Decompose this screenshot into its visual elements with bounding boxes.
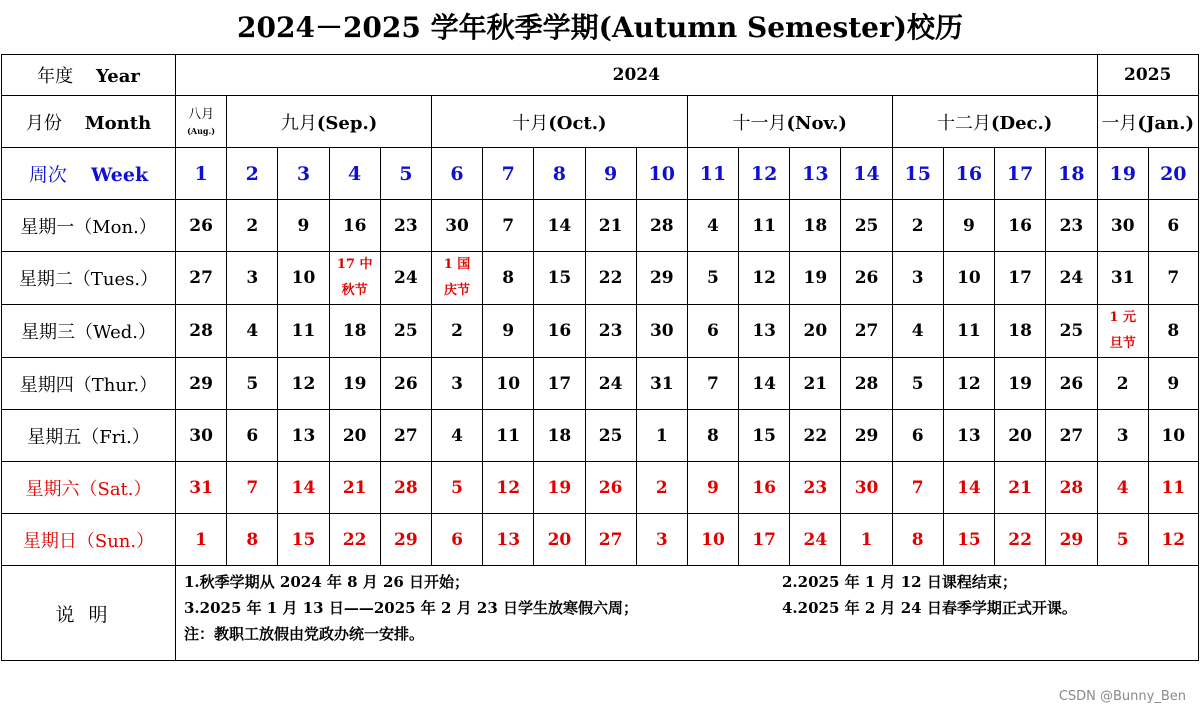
date-cell: 10 [943, 252, 994, 305]
notes-line-1 [184, 569, 1198, 595]
date-cell: 3 [636, 514, 687, 566]
date-cell: 31 [176, 462, 227, 514]
date-cell: 11 [739, 200, 790, 252]
date-cell: 18 [790, 200, 841, 252]
week-cell: 2 [227, 148, 278, 200]
date-cell: 17 [739, 514, 790, 566]
date-cell: 1 [636, 410, 687, 462]
date-cell: 26 [1046, 358, 1097, 410]
date-cell: 8 [1148, 305, 1198, 358]
date-cell: 13 [943, 410, 994, 462]
year-row [2, 55, 1199, 96]
day-row-mon [2, 200, 1199, 252]
week-cell: 4 [329, 148, 380, 200]
date-cell: 28 [841, 358, 892, 410]
week-cell: 3 [278, 148, 329, 200]
date-cell: 16 [739, 462, 790, 514]
date-cell: 16 [534, 305, 585, 358]
date-cell: 8 [227, 514, 278, 566]
date-cell: 3 [227, 252, 278, 305]
date-cell: 8 [687, 410, 738, 462]
day-label-sun: 星期日（Sun.） [2, 514, 176, 566]
date-cell: 28 [1046, 462, 1097, 514]
note-2: 2.2025 年 1 月 12 日课程结束； [782, 573, 1017, 591]
date-cell: 27 [176, 252, 227, 305]
date-cell: 30 [841, 462, 892, 514]
year-label-cell [2, 55, 176, 96]
holiday-cell-new-year [1097, 305, 1148, 358]
week-cell: 1 [176, 148, 227, 200]
holiday-line: 旦节 [1109, 336, 1136, 351]
date-cell: 22 [995, 514, 1046, 566]
month-jan-cn: 一月 [1101, 112, 1138, 134]
month-oct-cn: 十月 [512, 112, 549, 134]
holiday-line: 17 中 [336, 257, 373, 272]
date-cell: 16 [329, 200, 380, 252]
month-label-cn: 月份 [25, 112, 62, 134]
date-cell: 5 [431, 462, 482, 514]
month-aug-cn: 八月 [188, 106, 215, 122]
week-cell: 6 [431, 148, 482, 200]
date-cell: 13 [739, 305, 790, 358]
date-cell: 12 [943, 358, 994, 410]
year-label-en: Year [96, 66, 140, 87]
month-sep-cell [227, 96, 432, 148]
note-5: 注：教职工放假由党政办统一安排。 [184, 625, 425, 643]
date-cell: 28 [176, 305, 227, 358]
week-cell: 20 [1148, 148, 1198, 200]
date-cell: 11 [943, 305, 994, 358]
week-cell: 12 [739, 148, 790, 200]
date-cell: 7 [483, 200, 534, 252]
day-label-tue: 星期二（Tues.） [2, 252, 176, 305]
day-row-sat [2, 462, 1199, 514]
date-cell: 11 [1148, 462, 1198, 514]
month-sep-en: (Sep.) [316, 112, 378, 134]
note-1: 1.秋季学期从 2024 年 8 月 26 日开始； [184, 573, 470, 591]
date-cell: 7 [892, 462, 943, 514]
date-cell: 7 [1148, 252, 1198, 305]
date-cell: 6 [892, 410, 943, 462]
notes-line-2 [184, 595, 1198, 621]
date-cell: 4 [227, 305, 278, 358]
date-cell: 21 [585, 200, 636, 252]
date-cell: 4 [431, 410, 482, 462]
date-cell: 21 [790, 358, 841, 410]
holiday-line: 1 元 [1109, 310, 1136, 325]
date-cell: 12 [483, 462, 534, 514]
date-cell: 11 [483, 410, 534, 462]
month-aug-cell [176, 96, 227, 148]
date-cell: 7 [227, 462, 278, 514]
month-label-en: Month [84, 112, 152, 134]
week-cell: 9 [585, 148, 636, 200]
date-cell: 26 [841, 252, 892, 305]
day-label-fri: 星期五（Fri.） [2, 410, 176, 462]
date-cell: 6 [227, 410, 278, 462]
date-cell: 10 [483, 358, 534, 410]
page-title: 2024－2025 学年秋季学期(Autumn Semester)校历 [237, 11, 963, 44]
day-row-thu [2, 358, 1199, 410]
date-cell: 21 [995, 462, 1046, 514]
month-label-cell [2, 96, 176, 148]
note-3: 3.2025 年 1 月 13 日——2025 年 2 月 23 日学生放寒假六周； [184, 599, 639, 617]
date-cell: 28 [636, 200, 687, 252]
date-cell: 8 [483, 252, 534, 305]
calendar-table [1, 54, 1199, 661]
day-row-sun [2, 514, 1199, 566]
date-cell: 18 [995, 305, 1046, 358]
date-cell: 29 [636, 252, 687, 305]
week-cell: 7 [483, 148, 534, 200]
date-cell: 12 [739, 252, 790, 305]
date-cell: 6 [687, 305, 738, 358]
date-cell: 30 [636, 305, 687, 358]
date-cell: 13 [483, 514, 534, 566]
notes-content [176, 566, 1199, 661]
date-cell: 19 [329, 358, 380, 410]
week-cell: 16 [943, 148, 994, 200]
date-cell: 24 [380, 252, 431, 305]
date-cell: 1 [176, 514, 227, 566]
date-cell: 23 [1046, 200, 1097, 252]
date-cell: 14 [943, 462, 994, 514]
month-dec-en: (Dec.) [990, 112, 1053, 134]
date-cell: 29 [841, 410, 892, 462]
date-cell: 2 [892, 200, 943, 252]
notes-label: 说明 [2, 566, 176, 661]
date-cell: 30 [431, 200, 482, 252]
date-cell: 4 [1097, 462, 1148, 514]
holiday-line: 秋节 [341, 283, 368, 298]
month-nov-cell [687, 96, 892, 148]
date-cell: 2 [636, 462, 687, 514]
date-cell: 28 [380, 462, 431, 514]
date-cell: 2 [1097, 358, 1148, 410]
holiday-cell-mid-autumn [329, 252, 380, 305]
week-cell: 11 [687, 148, 738, 200]
week-cell: 17 [995, 148, 1046, 200]
date-cell: 2 [227, 200, 278, 252]
date-cell: 3 [1097, 410, 1148, 462]
date-cell: 2 [431, 305, 482, 358]
day-label-wed: 星期三（Wed.） [2, 305, 176, 358]
week-cell: 18 [1046, 148, 1097, 200]
date-cell: 20 [329, 410, 380, 462]
date-cell: 5 [227, 358, 278, 410]
date-cell: 29 [176, 358, 227, 410]
date-cell: 10 [278, 252, 329, 305]
holiday-line: 庆节 [444, 283, 471, 298]
date-cell: 26 [380, 358, 431, 410]
date-cell: 7 [687, 358, 738, 410]
day-row-wed [2, 305, 1199, 358]
year-label-cn: 年度 [37, 66, 74, 87]
date-cell: 24 [585, 358, 636, 410]
date-cell: 10 [687, 514, 738, 566]
date-cell: 27 [380, 410, 431, 462]
week-label-cell [2, 148, 176, 200]
date-cell: 18 [534, 410, 585, 462]
date-cell: 24 [790, 514, 841, 566]
date-cell: 29 [380, 514, 431, 566]
date-cell: 20 [790, 305, 841, 358]
date-cell: 10 [1148, 410, 1198, 462]
date-cell: 20 [534, 514, 585, 566]
date-cell: 20 [995, 410, 1046, 462]
date-cell: 8 [892, 514, 943, 566]
day-label-thu: 星期四（Thur.） [2, 358, 176, 410]
date-cell: 14 [278, 462, 329, 514]
date-cell: 9 [687, 462, 738, 514]
date-cell: 27 [841, 305, 892, 358]
date-cell: 17 [534, 358, 585, 410]
date-cell: 22 [329, 514, 380, 566]
date-cell: 27 [585, 514, 636, 566]
date-cell: 25 [1046, 305, 1097, 358]
week-row [2, 148, 1199, 200]
date-cell: 9 [1148, 358, 1198, 410]
date-cell: 15 [943, 514, 994, 566]
date-cell: 23 [790, 462, 841, 514]
week-label-en: Week [91, 164, 149, 186]
date-cell: 26 [585, 462, 636, 514]
week-cell: 5 [380, 148, 431, 200]
date-cell: 1 [841, 514, 892, 566]
year-2024-cell: 2024 [176, 55, 1098, 96]
date-cell: 5 [1097, 514, 1148, 566]
week-cell: 14 [841, 148, 892, 200]
holiday-line: 1 国 [443, 257, 471, 272]
date-cell: 24 [1046, 252, 1097, 305]
date-cell: 31 [636, 358, 687, 410]
month-aug-en: (Aug.) [187, 125, 216, 136]
date-cell: 6 [1148, 200, 1198, 252]
date-cell: 30 [176, 410, 227, 462]
month-nov-en: (Nov.) [786, 112, 847, 134]
date-cell: 9 [278, 200, 329, 252]
date-cell: 3 [431, 358, 482, 410]
week-cell: 15 [892, 148, 943, 200]
date-cell: 19 [995, 358, 1046, 410]
date-cell: 25 [841, 200, 892, 252]
date-cell: 15 [534, 252, 585, 305]
day-row-tue [2, 252, 1199, 305]
date-cell: 25 [585, 410, 636, 462]
date-cell: 21 [329, 462, 380, 514]
month-sep-cn: 九月 [280, 112, 317, 134]
date-cell: 17 [995, 252, 1046, 305]
date-cell: 12 [1148, 514, 1198, 566]
month-dec-cell [892, 96, 1097, 148]
date-cell: 4 [892, 305, 943, 358]
week-cell: 19 [1097, 148, 1148, 200]
month-jan-cell [1097, 96, 1198, 148]
date-cell: 23 [585, 305, 636, 358]
date-cell: 15 [278, 514, 329, 566]
month-nov-cn: 十一月 [732, 112, 787, 134]
date-cell: 23 [380, 200, 431, 252]
date-cell: 5 [687, 252, 738, 305]
holiday-cell-national-day [431, 252, 482, 305]
week-cell: 13 [790, 148, 841, 200]
month-dec-cn: 十二月 [936, 112, 991, 134]
week-cell: 8 [534, 148, 585, 200]
watermark: CSDN @Bunny_Ben [1058, 689, 1186, 704]
date-cell: 3 [892, 252, 943, 305]
notes-row [2, 566, 1199, 661]
date-cell: 5 [892, 358, 943, 410]
date-cell: 22 [585, 252, 636, 305]
date-cell: 11 [278, 305, 329, 358]
day-label-mon: 星期一（Mon.） [2, 200, 176, 252]
date-cell: 31 [1097, 252, 1148, 305]
date-cell: 9 [483, 305, 534, 358]
date-cell: 29 [1046, 514, 1097, 566]
date-cell: 19 [790, 252, 841, 305]
date-cell: 15 [739, 410, 790, 462]
date-cell: 30 [1097, 200, 1148, 252]
date-cell: 18 [329, 305, 380, 358]
date-cell: 26 [176, 200, 227, 252]
date-cell: 12 [278, 358, 329, 410]
date-cell: 19 [534, 462, 585, 514]
week-cell: 10 [636, 148, 687, 200]
date-cell: 9 [943, 200, 994, 252]
date-cell: 4 [687, 200, 738, 252]
month-jan-en: (Jan.) [1137, 112, 1194, 134]
week-label-cn: 周次 [28, 164, 67, 186]
note-4: 4.2025 年 2 月 24 日春季学期正式开课。 [782, 599, 1077, 617]
date-cell: 16 [995, 200, 1046, 252]
month-row [2, 96, 1199, 148]
date-cell: 6 [431, 514, 482, 566]
date-cell: 14 [739, 358, 790, 410]
date-cell: 27 [1046, 410, 1097, 462]
month-oct-en: (Oct.) [548, 112, 607, 134]
day-label-sat: 星期六（Sat.） [2, 462, 176, 514]
day-row-fri [2, 410, 1199, 462]
year-2025-cell: 2025 [1097, 55, 1198, 96]
date-cell: 14 [534, 200, 585, 252]
date-cell: 13 [278, 410, 329, 462]
date-cell: 25 [380, 305, 431, 358]
month-oct-cell [431, 96, 687, 148]
date-cell: 22 [790, 410, 841, 462]
